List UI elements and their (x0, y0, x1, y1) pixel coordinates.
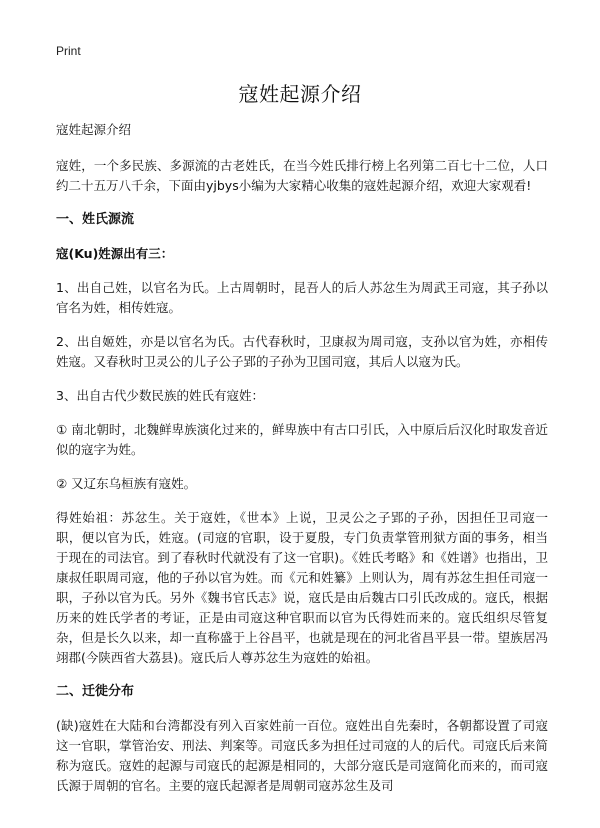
print-label[interactable]: Print (56, 44, 81, 58)
section-subheading-sources: 寇(Ku)姓源出有三： (56, 246, 174, 261)
intro-paragraph: 寇姓，一个多民族、多源流的古老姓氏，在当今姓氏排行榜上名列第二百七十二位，人口约二十五万八千余，下面由yjbys小编为大家精心收集的寇姓起源介绍，欢迎大家观看! (56, 158, 548, 193)
origin-item-1: 1、出自己姓，以官名为氏。上古周朝时，昆吾人的后人苏忿生为周武王司寇，其子孙以官名为姓，相传姓寇。 (56, 280, 548, 315)
migration-paragraph: (缺)寇姓在大陆和台湾都没有列入百家姓前一百位。寇姓出自先秦时，各朝都设置了司寇这一官职，掌管治安、刑法、判案等。司寇氏多为担任过司寇的人的后代。司寇氏后来简称为寇氏。寇姓的起源与司寇氏的起源是相同的，大部分寇氏是司寇简化而来的，而司寇氏源于周朝的官名。主要的寇氏起源者是周朝司寇苏忿生及司 (56, 718, 548, 793)
origin-item-3-sub-2: ② 又辽东乌桓族有寇姓。 (56, 476, 197, 491)
section-heading-migration: 二、迁徙分布 (56, 684, 135, 699)
section-heading-origins: 一、姓氏源流 (56, 212, 135, 227)
origin-item-3-sub-1: ① 南北朝时，北魏鲜卑族演化过来的，鲜卑族中有古口引氏，入中原后后汉化时取发音近似的寇字为姓。 (56, 422, 548, 457)
origin-item-3: 3、出自古代少数民族的姓氏有寇姓： (56, 388, 264, 403)
page-title: 寇姓起源介绍 (238, 82, 362, 106)
article-body (56, 120, 548, 810)
ancestor-paragraph: 得姓始祖：苏忿生。关于寇姓，《世本》上说，卫灵公之子郢的子孙，因担任卫司寇一职，便以官为氏，姓寇。(司寇的官职，设于夏殷，专门负责掌管刑狱方面的事务，相当于现在的司法官。到了春秋时代就没有了这一官职)。《姓氏考略》和《姓谱》也指出，卫康叔任职周司寇，他的子孙以官为姓。而《元和姓纂》上则认为，周有苏忿生担任司寇一职，子孙以官为氏。另外《魏书官氏志》说，寇氏是由后魏古口引氏改成的。寇氏，根据历来的姓氏学者的考证，正是由司寇这种官职而以官为氏得姓而来的。寇氏组织尽管复杂，但是长久以来，却一直称盛于上谷昌平，也就是现在的河北省昌平县一带。望族居冯翊郡(今陕西省大荔县)。寇氏后人尊苏忿生为寇姓的始祖。 (56, 510, 548, 665)
origin-item-2: 2、出自姬姓，亦是以官名为氏。古代春秋时，卫康叔为周司寇，支孙以官为姓，亦相传姓寇。又春秋时卫灵公的儿子公子郢的子孙为卫国司寇，其后人以寇为氏。 (56, 334, 548, 369)
article-subtitle: 寇姓起源介绍 (56, 122, 132, 137)
